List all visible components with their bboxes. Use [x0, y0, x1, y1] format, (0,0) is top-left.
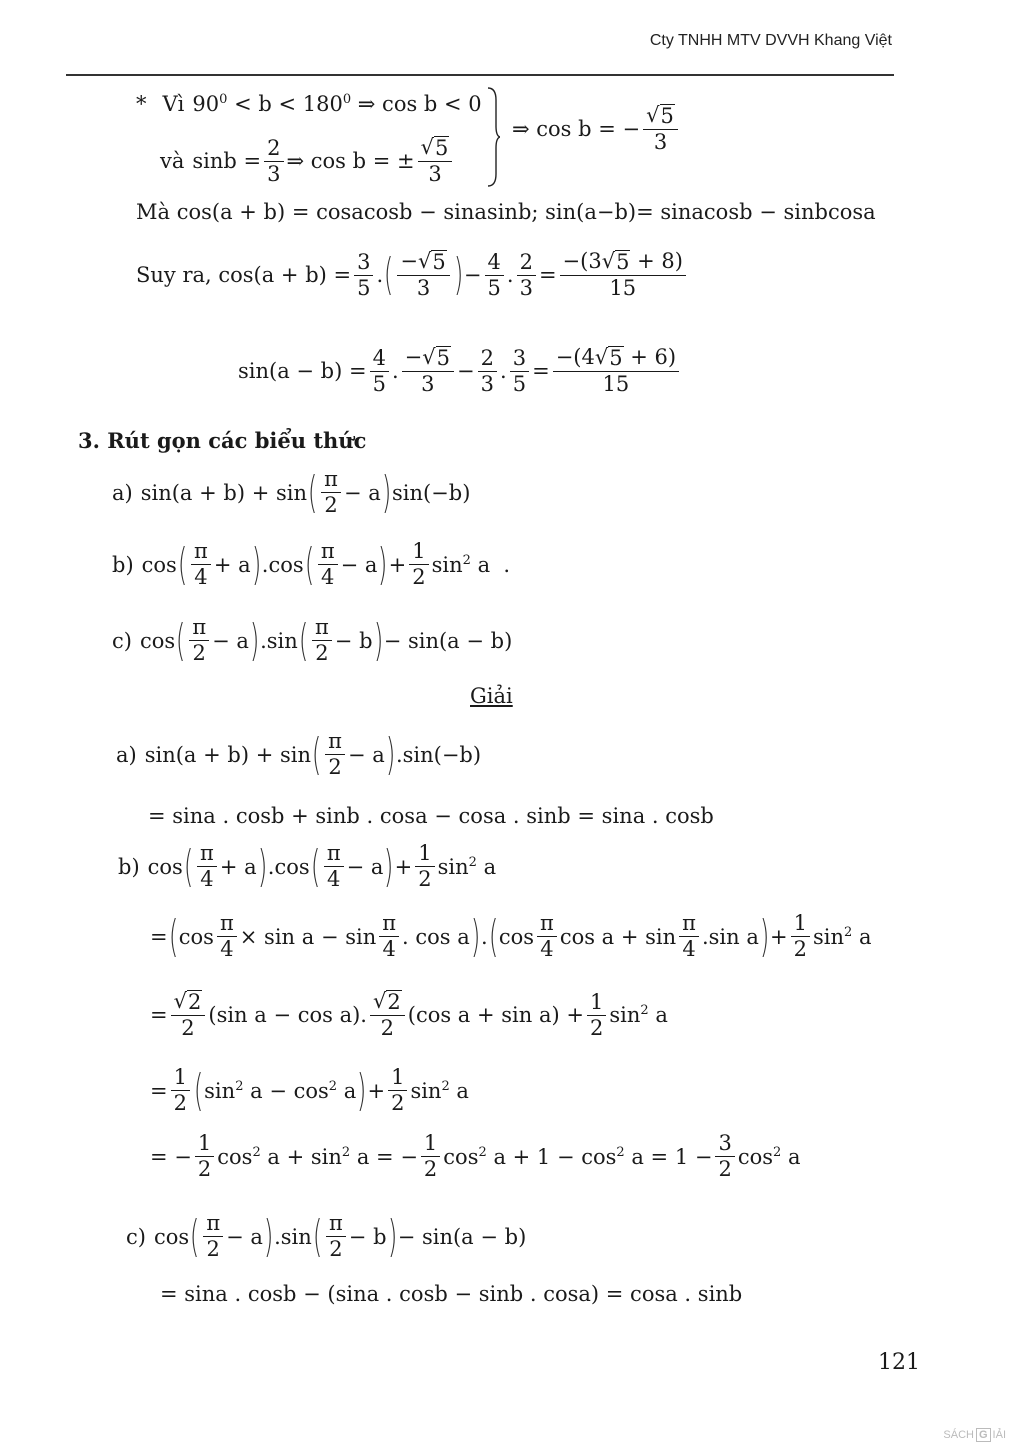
problem-a: a) sin(a + b) + sin ( π 2 − a ) sin(−b) [112, 466, 471, 518]
solution-c-result: = sina . cosb − (sina . cosb − sinb . cosa) = cosa . sinb [160, 1282, 743, 1306]
section-title: 3. Rút gọn các biểu thức [78, 428, 367, 453]
line-cosb-result: ⇒ cos b = − √ 5 3 [512, 104, 681, 154]
solution-c-expr: c) cos ( π 2 − a ) .sin ( π 2 − b ) − sin(a − b) [126, 1210, 527, 1262]
solution-b-step4: = − $\frac{1}{2}$ $\cos^2 a + \sin^2 a$ = − $\frac{1}{2}$ $\cos^2 a + 1 - \cos^2 a = 1$ − $\frac{3}{2}$ $\cos^2 a$ [150, 1131, 801, 1182]
line-cos-sum: Suy ra, cos(a + b) = $\frac{3}{5}$ . ( − √ 5 3 ) − $\frac{4}{5}$ . $\frac{2}{3}$ = −(3 √ 5 + 8) 15 [136, 250, 689, 300]
solution-a-expr: a) sin(a + b) + sin ( π 2 − a ) .sin(−b) [116, 728, 482, 780]
sol-label-a: a) [116, 742, 137, 767]
problem-b: b) cos ( π 4 + a ) .cos ( π 4 − a ) + $\frac{1}{2}$ $\sin^2 a$ . [112, 538, 511, 590]
vi-prefix: Vì [162, 92, 185, 116]
label-b: b) [112, 552, 134, 577]
page-number: 121 [878, 1350, 920, 1375]
suy-ra: Suy ra, cos(a + b) = [136, 263, 352, 288]
watermark-prefix: SÁCH [943, 1429, 974, 1441]
solution-title: Giải [470, 684, 513, 708]
label-c: c) [112, 628, 132, 653]
header-company: Cty TNHH MTV DVVH Khang Việt [649, 32, 892, 49]
solution-a-result: = sina . cosb + sinb . cosa − cosa . sinb = sina . cosb [148, 804, 714, 828]
solution-b-expr: b) cos ( π 4 + a ) .cos ( π 4 − a ) + $\frac{1}{2}$ $\sin^2 a$ [118, 840, 497, 892]
line-ma: Mà cos(a + b) = cosacosb − sinasinb; sin(a−b)= sinacosb − sinbcosa [136, 200, 876, 224]
line-vi: * Vì $90^0 < b < 180^0$ ⇒ cos b < 0 [136, 92, 482, 116]
solution-b-step1: = ( cos $\frac{\pi}{4}$ × sin a − sin π 4 . cos a ) . ( cos π 4 cos a + sin π 4 .sin a ) + $\frac{1}{2}$ $\sin^2 a$ [150, 910, 872, 962]
solution-b-step2: = √ 2 2 (sin a − cos a). √ 2 2 (cos a + sin a) + $\frac{1}{2}$ $\sin^2 a$ [150, 989, 668, 1041]
solution-b-step3: = $\frac{1}{2}$ ( $\sin^2 a - \cos^2 a$ ) + $\frac{1}{2}$ $\sin^2 a$ [150, 1064, 469, 1116]
problem-c: c) cos ( π 2 − a ) .sin ( π 2 − b ) − sin(a − b) [112, 614, 513, 666]
line-sin-diff: sin(a − b) = $\frac{4}{5}$ . − √ 5 3 − $\frac{2}{3}$ . $\frac{3}{5}$ = −(4 √ 5 + 6) 15 [238, 346, 682, 396]
sol-label-c: c) [126, 1224, 146, 1249]
watermark-logo [943, 1428, 1006, 1442]
right-brace [486, 86, 500, 188]
va-prefix: và [160, 149, 185, 174]
label-a: a) [112, 480, 133, 505]
header-rule [66, 74, 894, 76]
watermark-box: G [976, 1428, 991, 1442]
sol-label-b: b) [118, 854, 140, 879]
line-va: và sinb = $\frac{2}{3}$ ⇒ cos b = ± √ 5 3 [160, 136, 455, 186]
watermark-suffix: IẢI [992, 1429, 1006, 1441]
